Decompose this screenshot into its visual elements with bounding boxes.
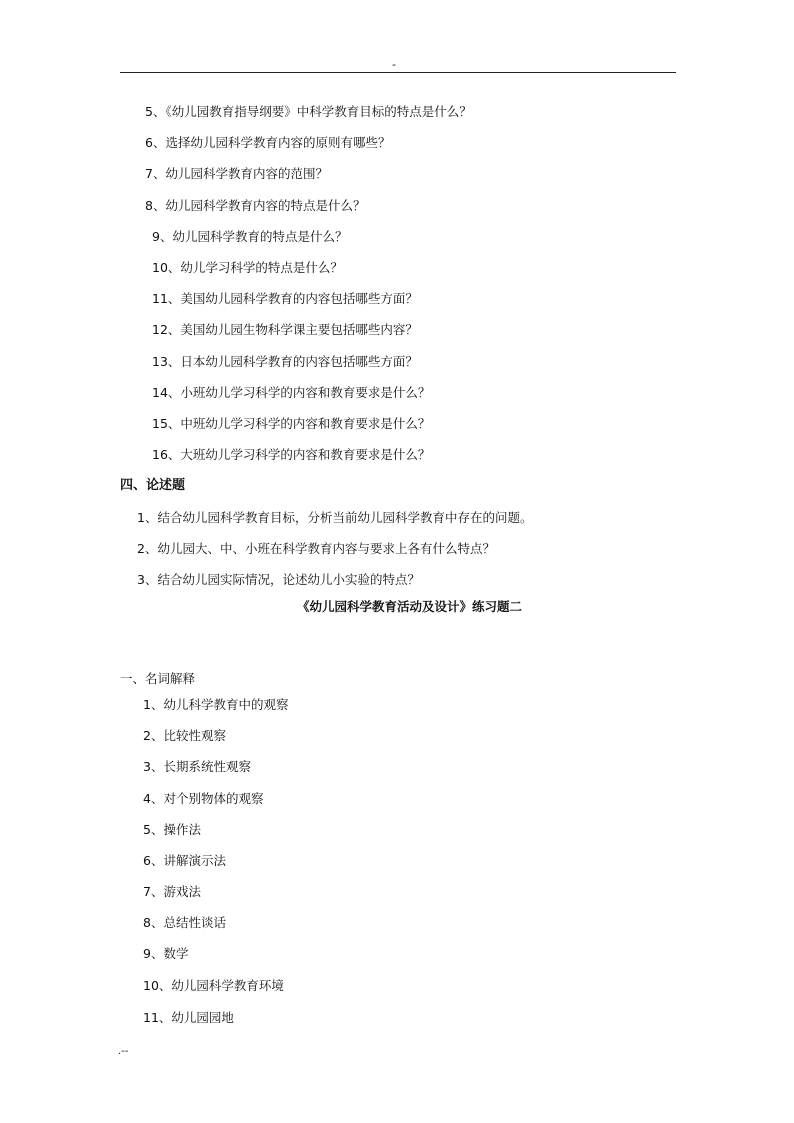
list-item: 11、幼儿园园地	[143, 1010, 234, 1025]
list-item: 8、幼儿园科学教育内容的特点是什么？	[145, 198, 366, 213]
section-heading-1: 一、名词解释	[120, 671, 196, 686]
list-item: 9、幼儿园科学教育的特点是什么？	[152, 229, 348, 244]
list-item: 7、幼儿园科学教育内容的范围？	[145, 166, 328, 181]
section-heading-4: 四、论述题	[120, 478, 186, 493]
list-item: 10、幼儿学习科学的特点是什么？	[152, 260, 343, 275]
list-item: 15、中班幼儿学习科学的内容和教育要求是什么？	[152, 416, 431, 431]
header-rule	[120, 72, 676, 73]
list-item: 1、结合幼儿园科学教育目标，分析当前幼儿园科学教育中存在的问题。	[137, 510, 533, 525]
list-item: 5、操作法	[143, 822, 201, 837]
list-item: 12、美国幼儿园生物科学课主要包括哪些内容？	[152, 322, 418, 337]
list-item: 10、幼儿园科学教育环境	[143, 978, 284, 993]
list-item: 4、对个别物体的观察	[143, 791, 264, 806]
list-item: 16、大班幼儿学习科学的内容和教育要求是什么？	[152, 447, 431, 462]
list-item: 6、讲解演示法	[143, 853, 226, 868]
list-item: 2、比较性观察	[143, 728, 226, 743]
list-item: 1、幼儿科学教育中的观察	[143, 697, 289, 712]
exercise-title: 《幼儿园科学教育活动及设计》练习题二	[297, 599, 523, 614]
list-item: 6、选择幼儿园科学教育内容的原则有哪些？	[145, 135, 391, 150]
list-item: 2、幼儿园大、中、小班在科学教育内容与要求上各有什么特点？	[137, 541, 495, 556]
header-mark: -	[392, 58, 396, 71]
footer-mark: .--	[118, 1046, 129, 1057]
list-item: 11、美国幼儿园科学教育的内容包括哪些方面？	[152, 291, 418, 306]
list-item: 8、总结性谈话	[143, 915, 226, 930]
list-item: 13、日本幼儿园科学教育的内容包括哪些方面？	[152, 354, 418, 369]
list-item: 3、结合幼儿园实际情况，论述幼儿小实验的特点？	[137, 572, 420, 587]
list-item: 3、长期系统性观察	[143, 759, 251, 774]
list-item: 5、《幼儿园教育指导纲要》中科学教育目标的特点是什么？	[145, 104, 472, 119]
list-item: 7、游戏法	[143, 884, 201, 899]
list-item: 14、小班幼儿学习科学的内容和教育要求是什么？	[152, 385, 431, 400]
list-item: 9、数学	[143, 946, 189, 961]
